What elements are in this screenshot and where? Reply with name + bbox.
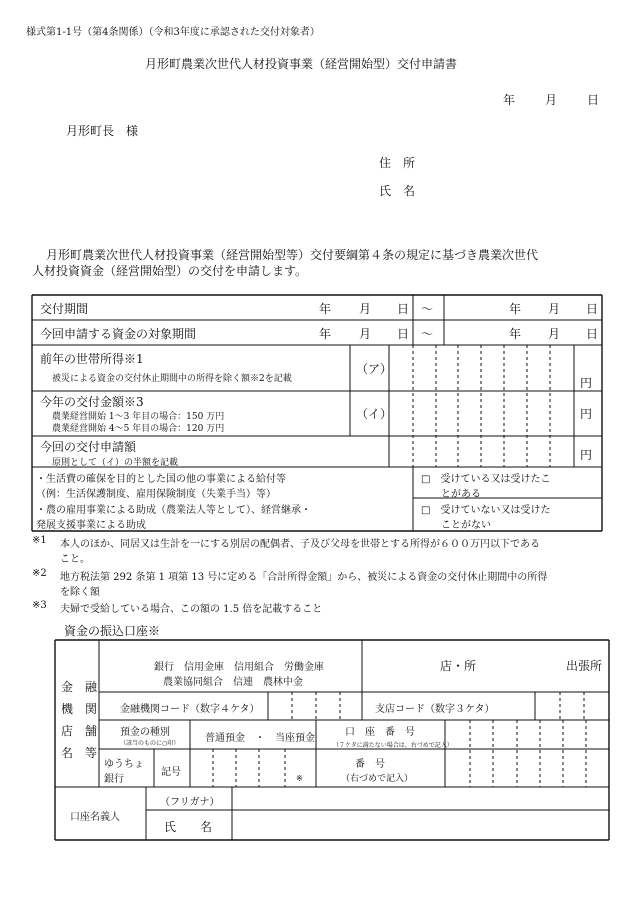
note-2-line-2: を除く額 xyxy=(60,587,100,598)
request-label: 今回の交付申請額 xyxy=(40,440,137,454)
symbol-star: ※ xyxy=(296,774,303,783)
bank-types-2: 農業協同組合 信連 農林中金 xyxy=(163,677,303,688)
note-1-line-1: 本人のほか、同居又は生計を一にする別居の配偶者、子及び父母を世帯とする所得が６００万円以下である xyxy=(60,539,540,550)
target-start-year: 年 xyxy=(319,327,332,341)
other-line-3: ・農の雇用事業による助成（農業法人等として）、経営継承・ xyxy=(36,505,311,516)
income-sub: 被災による資金の交付休止期間中の所得を除く額※2を記載 xyxy=(52,374,292,384)
note-3-mark: ※3 xyxy=(32,600,47,611)
target-end-day: 日 xyxy=(586,327,599,341)
intro-line-1: 月形町農業次世代人材投資事業（経営開始型等）交付要綱第４条の規定に基づき農業次世代 xyxy=(46,248,539,262)
intro-line-2: 人材投資資金（経営開始型）の交付を申請します。 xyxy=(32,264,308,278)
grant-end-month: 月 xyxy=(548,302,561,316)
date-month: 月 xyxy=(545,93,558,107)
bank-code-label: 金融機関コード（数字４ケタ） xyxy=(120,704,260,715)
target-end-year: 年 xyxy=(509,327,522,341)
bank-left-label-2: 機 関 xyxy=(61,702,98,716)
address-label: 住 所 xyxy=(379,156,416,170)
amount-yen: 円 xyxy=(580,407,593,421)
outpost-suffix: 出張所 xyxy=(566,659,603,673)
amount-sub-2: 農業経営開始 4～5 年目の場合：120 万円 xyxy=(52,424,225,434)
deposit-type-label: 預金の種別 xyxy=(120,727,170,738)
target-period-label: 今回申請する資金の対象期間 xyxy=(40,327,197,341)
grant-start-month: 月 xyxy=(359,302,372,316)
bank-left-label-3: 店 舗 xyxy=(61,724,98,738)
note-2-line-1: 地方税法第 292 条第 1 項第 13 号に定める「合計所得金額」から、被災による資金の交付休止期間中の所得 xyxy=(60,572,548,583)
grant-start-day: 日 xyxy=(397,302,410,316)
request-sub: 原則として（イ）の半額を記載 xyxy=(52,458,179,468)
yucho-label-2: 銀行 xyxy=(104,774,124,785)
addressee: 月形町長 様 xyxy=(66,124,139,138)
bank-left-label-4: 名 等 xyxy=(61,746,98,760)
yucho-label: ゆうちょ xyxy=(104,759,144,770)
bank-types-1: 銀行 信用金庫 信用組合 労働金庫 xyxy=(154,662,324,673)
yucho-number-note: （右づめで記入） xyxy=(341,774,414,784)
target-end-month: 月 xyxy=(548,327,561,341)
bank-left-label-1: 金 融 xyxy=(61,680,98,694)
deposit-options[interactable]: 普通預金 ・ 当座預金 xyxy=(205,733,315,744)
request-yen: 円 xyxy=(580,448,593,462)
grant-start-year: 年 xyxy=(319,302,332,316)
income-mark: （ア） xyxy=(356,362,393,376)
target-tilde: ～ xyxy=(421,327,434,341)
form-id: 様式第1-1号（第4条関係）（令和3年度に承認された交付対象者） xyxy=(26,27,320,38)
account-number-label: 口 座 番 号 xyxy=(345,727,415,738)
yucho-number-label: 番 号 xyxy=(355,759,385,770)
grant-end-year: 年 xyxy=(509,302,522,316)
bank-section-title: 資金の振込口座※ xyxy=(64,624,161,638)
holder-name-label: 氏 名 xyxy=(164,820,213,834)
account-holder-label: 口座名義人 xyxy=(70,812,120,823)
furigana-label: （フリガナ） xyxy=(160,797,220,808)
symbol-label: 記号 xyxy=(161,767,181,778)
grant-end-day: 日 xyxy=(586,302,599,316)
target-start-day: 日 xyxy=(397,327,410,341)
note-1-mark: ※1 xyxy=(32,535,47,546)
check-no[interactable]: □ 受けていない又は受けた xyxy=(421,505,551,516)
check-yes[interactable]: □ 受けている又は受けたこ xyxy=(421,474,551,485)
income-yen: 円 xyxy=(580,376,593,390)
branch-suffix: 店・所 xyxy=(440,659,477,673)
note-3-line-1: 夫婦で受給している場合、この額の 1.5 倍を記載すること xyxy=(60,604,323,615)
name-label: 氏 名 xyxy=(379,184,416,198)
date-day: 日 xyxy=(587,93,600,107)
other-line-4: 発展支援事業による助成 xyxy=(36,520,146,531)
note-2-mark: ※2 xyxy=(32,568,47,579)
grant-tilde: ～ xyxy=(421,302,434,316)
amount-label: 今年の交付金額※3 xyxy=(40,395,144,409)
date-year: 年 xyxy=(503,93,516,107)
amount-mark: （イ） xyxy=(356,407,393,421)
note-1-line-2: こと。 xyxy=(60,554,90,565)
other-line-1: ・生活費の確保を目的とした国の他の事業による給付等 xyxy=(36,474,286,485)
deposit-type-note: （該当のものに○印） xyxy=(120,740,180,747)
other-line-2: （例：生活保護制度、雇用保険制度（失業手当）等） xyxy=(36,489,276,500)
check-no-cont: ことがない xyxy=(421,520,491,531)
check-yes-cont: とがある xyxy=(421,489,481,500)
page-title: 月形町農業次世代人材投資事業（経営開始型）交付申請書 xyxy=(145,57,458,71)
target-start-month: 月 xyxy=(359,327,372,341)
income-label: 前年の世帯所得※1 xyxy=(40,352,144,366)
account-number-note: （７ケタに満たない場合は、右づめで記入） xyxy=(333,742,453,749)
branch-code-label: 支店コード（数字３ケタ） xyxy=(375,704,495,715)
amount-sub-1: 農業経営開始 1～3 年目の場合：150 万円 xyxy=(52,412,225,422)
grant-period-label: 交付期間 xyxy=(40,302,89,316)
